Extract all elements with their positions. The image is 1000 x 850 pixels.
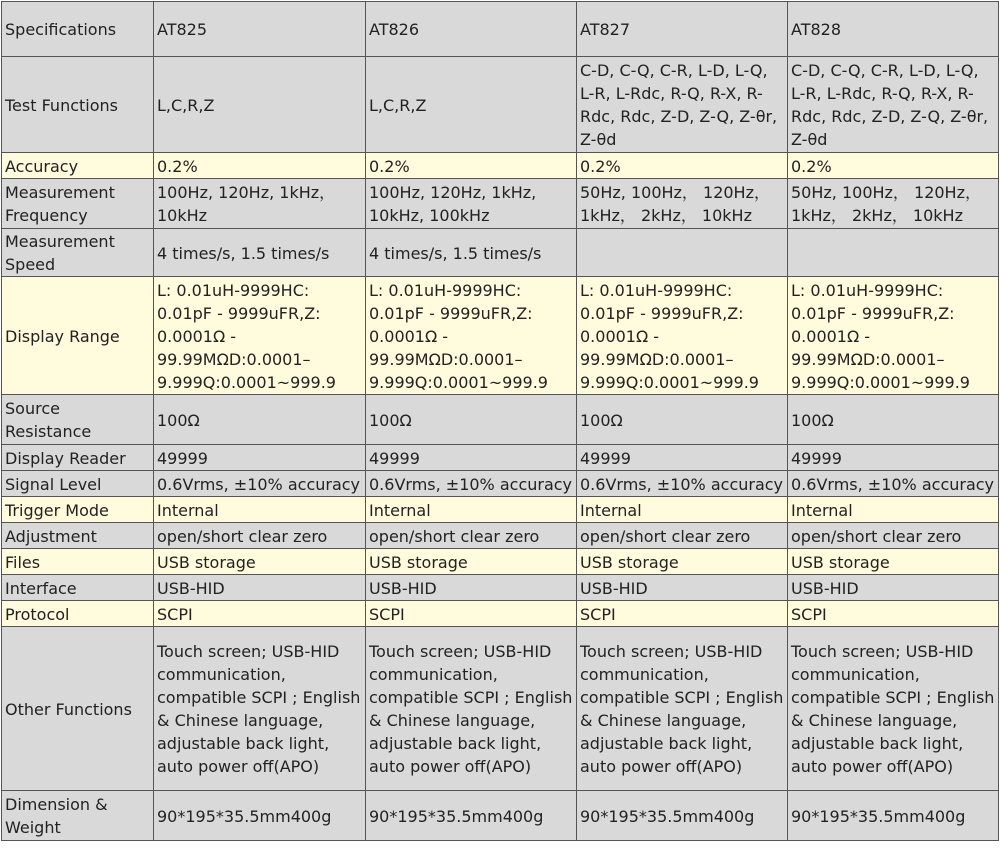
spec-table	[1, 1, 999, 841]
table-cell: 100Ω	[154, 395, 366, 445]
table-cell: USB storage	[577, 549, 788, 575]
table-cell: 0.2%	[577, 153, 788, 179]
row-label: Measurement Frequency	[2, 179, 154, 229]
row-label: Measurement Speed	[2, 229, 154, 277]
table-cell: 90*195*35.5mm400g	[366, 791, 577, 841]
table-cell: L: 0.01uH-9999HC: 0.01pF - 9999uFR,Z: 0.0001Ω - 99.99MΩD:0.0001–9.999Q:0.0001~999.9	[577, 277, 788, 395]
model-header-cell: AT827	[577, 2, 788, 57]
table-cell: Internal	[577, 497, 788, 523]
table-cell: 90*195*35.5mm400g	[154, 791, 366, 841]
table-row	[2, 471, 999, 497]
table-row	[2, 575, 999, 601]
table-cell: 49999	[577, 445, 788, 471]
table-cell	[577, 229, 788, 277]
table-row	[2, 277, 999, 395]
table-cell: USB-HID	[788, 575, 999, 601]
table-cell: USB storage	[788, 549, 999, 575]
table-cell: 100Ω	[788, 395, 999, 445]
row-label: Display Reader	[2, 445, 154, 471]
table-cell: 100Ω	[577, 395, 788, 445]
table-cell: USB-HID	[577, 575, 788, 601]
table-cell: 50Hz, 100Hz， 120Hz， 1kHz， 2kHz， 10kHz	[577, 179, 788, 229]
row-label: Trigger Mode	[2, 497, 154, 523]
table-cell: SCPI	[366, 601, 577, 627]
table-cell: open/short clear zero	[577, 523, 788, 549]
table-row	[2, 179, 999, 229]
table-cell: open/short clear zero	[154, 523, 366, 549]
row-label: Display Range	[2, 277, 154, 395]
header-label-cell: Specifications	[2, 2, 154, 57]
table-row	[2, 57, 999, 153]
table-cell: 49999	[788, 445, 999, 471]
table-row	[2, 549, 999, 575]
table-cell: USB storage	[366, 549, 577, 575]
table-cell: Internal	[788, 497, 999, 523]
table-cell: 49999	[366, 445, 577, 471]
row-label: Source Resistance	[2, 395, 154, 445]
table-cell: L,C,R,Z	[154, 57, 366, 153]
table-cell: USB-HID	[366, 575, 577, 601]
table-cell: C-D, C-Q, C-R, L-D, L-Q, L-R, L-Rdc, R-Q, R-X, R-Rdc, Rdc, Z-D, Z-Q, Z-θr, Z-θd	[577, 57, 788, 153]
table-cell: L,C,R,Z	[366, 57, 577, 153]
table-cell: Touch screen; USB-HID communication, compatible SCPI ; English & Chinese language, adjustable back light, auto power off(APO)	[366, 627, 577, 791]
table-cell: L: 0.01uH-9999HC: 0.01pF - 9999uFR,Z: 0.0001Ω - 99.99MΩD:0.0001–9.999Q:0.0001~999.9	[788, 277, 999, 395]
model-header-cell: AT828	[788, 2, 999, 57]
header-row	[2, 2, 999, 57]
table-cell: 90*195*35.5mm400g	[788, 791, 999, 841]
table-row	[2, 791, 999, 841]
table-cell: USB-HID	[154, 575, 366, 601]
table-cell: SCPI	[154, 601, 366, 627]
table-cell: 50Hz, 100Hz， 120Hz， 1kHz， 2kHz， 10kHz	[788, 179, 999, 229]
model-header-cell: AT825	[154, 2, 366, 57]
row-label: Interface	[2, 575, 154, 601]
table-cell: 100Ω	[366, 395, 577, 445]
table-cell: 4 times/s, 1.5 times/s	[366, 229, 577, 277]
table-row	[2, 445, 999, 471]
table-cell: SCPI	[577, 601, 788, 627]
table-cell: 49999	[154, 445, 366, 471]
table-cell: USB storage	[154, 549, 366, 575]
row-label: Adjustment	[2, 523, 154, 549]
row-label: Protocol	[2, 601, 154, 627]
table-row	[2, 229, 999, 277]
row-label: Files	[2, 549, 154, 575]
table-cell: 0.6Vrms, ±10% accuracy	[788, 471, 999, 497]
table-row	[2, 395, 999, 445]
row-label: Dimension & Weight	[2, 791, 154, 841]
table-cell: 4 times/s, 1.5 times/s	[154, 229, 366, 277]
table-cell: 0.6Vrms, ±10% accuracy	[366, 471, 577, 497]
table-cell: 0.2%	[154, 153, 366, 179]
model-header-cell: AT826	[366, 2, 577, 57]
table-cell	[788, 229, 999, 277]
table-cell: Touch screen; USB-HID communication, compatible SCPI ; English & Chinese language, adjustable back light, auto power off(APO)	[577, 627, 788, 791]
row-label: Test Functions	[2, 57, 154, 153]
table-cell: 0.6Vrms, ±10% accuracy	[154, 471, 366, 497]
table-cell: L: 0.01uH-9999HC: 0.01pF - 9999uFR,Z: 0.0001Ω - 99.99MΩD:0.0001–9.999Q:0.0001~999.9	[366, 277, 577, 395]
table-row	[2, 153, 999, 179]
table-cell: open/short clear zero	[366, 523, 577, 549]
row-label: Signal Level	[2, 471, 154, 497]
table-cell: Touch screen; USB-HID communication, compatible SCPI ; English & Chinese language, adjustable back light, auto power off(APO)	[154, 627, 366, 791]
table-cell: open/short clear zero	[788, 523, 999, 549]
table-row	[2, 497, 999, 523]
table-cell: L: 0.01uH-9999HC: 0.01pF - 9999uFR,Z: 0.0001Ω - 99.99MΩD:0.0001–9.999Q:0.0001~999.9	[154, 277, 366, 395]
table-cell: 90*195*35.5mm400g	[577, 791, 788, 841]
table-cell: 0.2%	[366, 153, 577, 179]
table-cell: SCPI	[788, 601, 999, 627]
table-cell: 0.6Vrms, ±10% accuracy	[577, 471, 788, 497]
table-cell: 100Hz, 120Hz, 1kHz, 10kHz, 100kHz	[366, 179, 577, 229]
table-row	[2, 601, 999, 627]
table-cell: Internal	[154, 497, 366, 523]
table-row	[2, 627, 999, 791]
table-cell: 0.2%	[788, 153, 999, 179]
row-label: Other Functions	[2, 627, 154, 791]
table-cell: Internal	[366, 497, 577, 523]
table-row	[2, 523, 999, 549]
table-cell: 100Hz, 120Hz, 1kHz，10kHz	[154, 179, 366, 229]
row-label: Accuracy	[2, 153, 154, 179]
table-cell: C-D, C-Q, C-R, L-D, L-Q, L-R, L-Rdc, R-Q, R-X, R-Rdc, Rdc, Z-D, Z-Q, Z-θr, Z-θd	[788, 57, 999, 153]
table-cell: Touch screen; USB-HID communication, compatible SCPI ; English & Chinese language, adjustable back light, auto power off(APO)	[788, 627, 999, 791]
